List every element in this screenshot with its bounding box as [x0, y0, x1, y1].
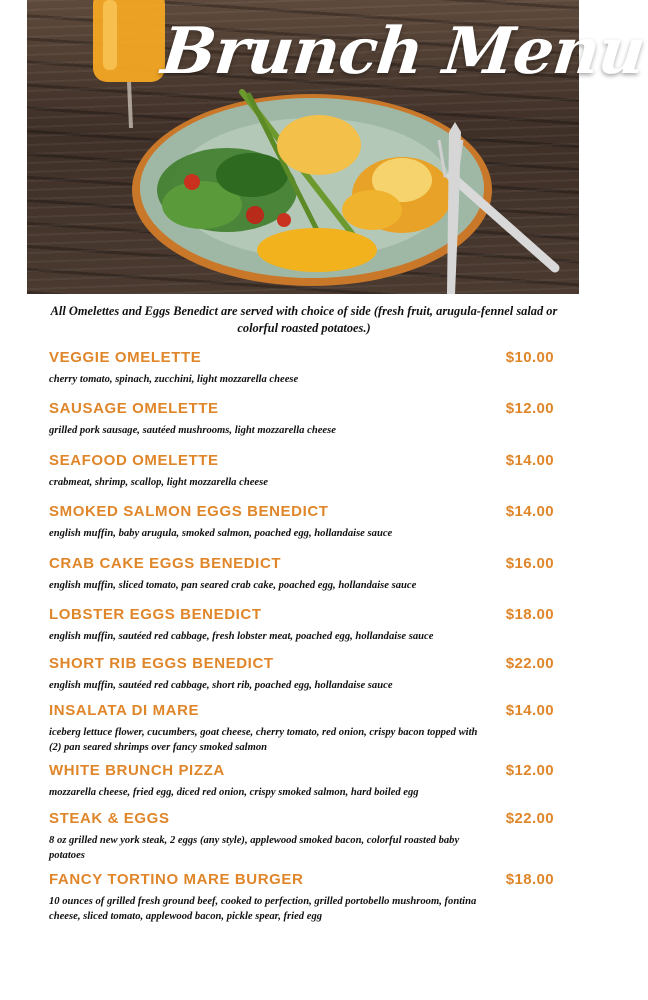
- menu-item: [49, 762, 554, 801]
- item-description: 8 oz grilled new york steak, 2 eggs (any style), applewood smoked bacon, colorful roasted baby potatoes: [49, 835, 460, 861]
- menu-item: [49, 810, 554, 863]
- item-description: english muffin, sautéed red cabbage, short rib, poached egg, hollandaise sauce: [49, 680, 393, 691]
- item-name: WHITE BRUNCH PIZZA: [49, 762, 225, 779]
- item-price: $12.00: [505, 400, 554, 417]
- item-name: SHORT RIB EGGS BENEDICT: [49, 655, 274, 672]
- item-description: iceberg lettuce flower, cucumbers, goat cheese, cherry tomato, red onion, crispy bacon topped with (2) pan seared shrimps over fancy smoked salmon: [49, 727, 478, 753]
- menu-item: [49, 702, 554, 755]
- item-description: cherry tomato, spinach, zucchini, light mozzarella cheese: [49, 374, 299, 385]
- item-description: crabmeat, shrimp, scallop, light mozzarella cheese: [49, 477, 268, 488]
- item-price: $14.00: [505, 452, 554, 469]
- menu-item: [49, 503, 554, 542]
- menu-item: [49, 655, 554, 694]
- item-price: $16.00: [505, 555, 554, 572]
- intro-note: All Omelettes and Eggs Benedict are served with choice of side (fresh fruit, arugula-fennel salad or colorful roasted potatoes.): [50, 304, 558, 335]
- item-name: SEAFOOD OMELETTE: [49, 452, 219, 469]
- item-name: LOBSTER EGGS BENEDICT: [49, 606, 262, 623]
- menu-item: [49, 555, 554, 594]
- item-description: english muffin, baby arugula, smoked salmon, poached egg, hollandaise sauce: [49, 528, 393, 539]
- item-name: CRAB CAKE EGGS BENEDICT: [49, 555, 282, 572]
- menu-item: [49, 606, 554, 645]
- menu-item: [49, 871, 554, 924]
- menu-item: [49, 452, 554, 491]
- item-name: SAUSAGE OMELETTE: [49, 400, 219, 417]
- menu-title: Brunch Menu: [158, 14, 648, 89]
- item-description: english muffin, sautéed red cabbage, fresh lobster meat, poached egg, hollandaise sauce: [49, 631, 434, 642]
- item-name: INSALATA DI MARE: [49, 702, 200, 719]
- item-name: STEAK & EGGS: [49, 810, 170, 827]
- item-price: $12.00: [505, 762, 554, 779]
- item-price: $14.00: [505, 503, 554, 520]
- item-price: $10.00: [505, 349, 554, 366]
- item-description: grilled pork sausage, sautéed mushrooms, light mozzarella cheese: [49, 425, 336, 436]
- item-description: 10 ounces of grilled fresh ground beef, cooked to perfection, grilled portobello mushroom, fontina cheese, sliced tomato, applewood bacon, pickle spear, fried egg: [49, 896, 477, 922]
- item-name: VEGGIE OMELETTE: [49, 349, 202, 366]
- item-name: SMOKED SALMON EGGS BENEDICT: [49, 503, 329, 520]
- item-name: FANCY TORTINO MARE BURGER: [49, 871, 304, 888]
- item-price: $18.00: [505, 606, 554, 623]
- menu-item: [49, 400, 554, 439]
- item-price: $22.00: [505, 810, 554, 827]
- item-description: mozzarella cheese, fried egg, diced red onion, crispy smoked salmon, hard boiled egg: [49, 787, 419, 798]
- menu-item: [49, 349, 554, 388]
- hero-photo: [27, 0, 648, 294]
- item-price: $14.00: [505, 702, 554, 719]
- item-price: $22.00: [505, 655, 554, 672]
- item-price: $18.00: [505, 871, 554, 888]
- item-description: english muffin, sliced tomato, pan seared crab cake, poached egg, hollandaise sauce: [49, 580, 417, 591]
